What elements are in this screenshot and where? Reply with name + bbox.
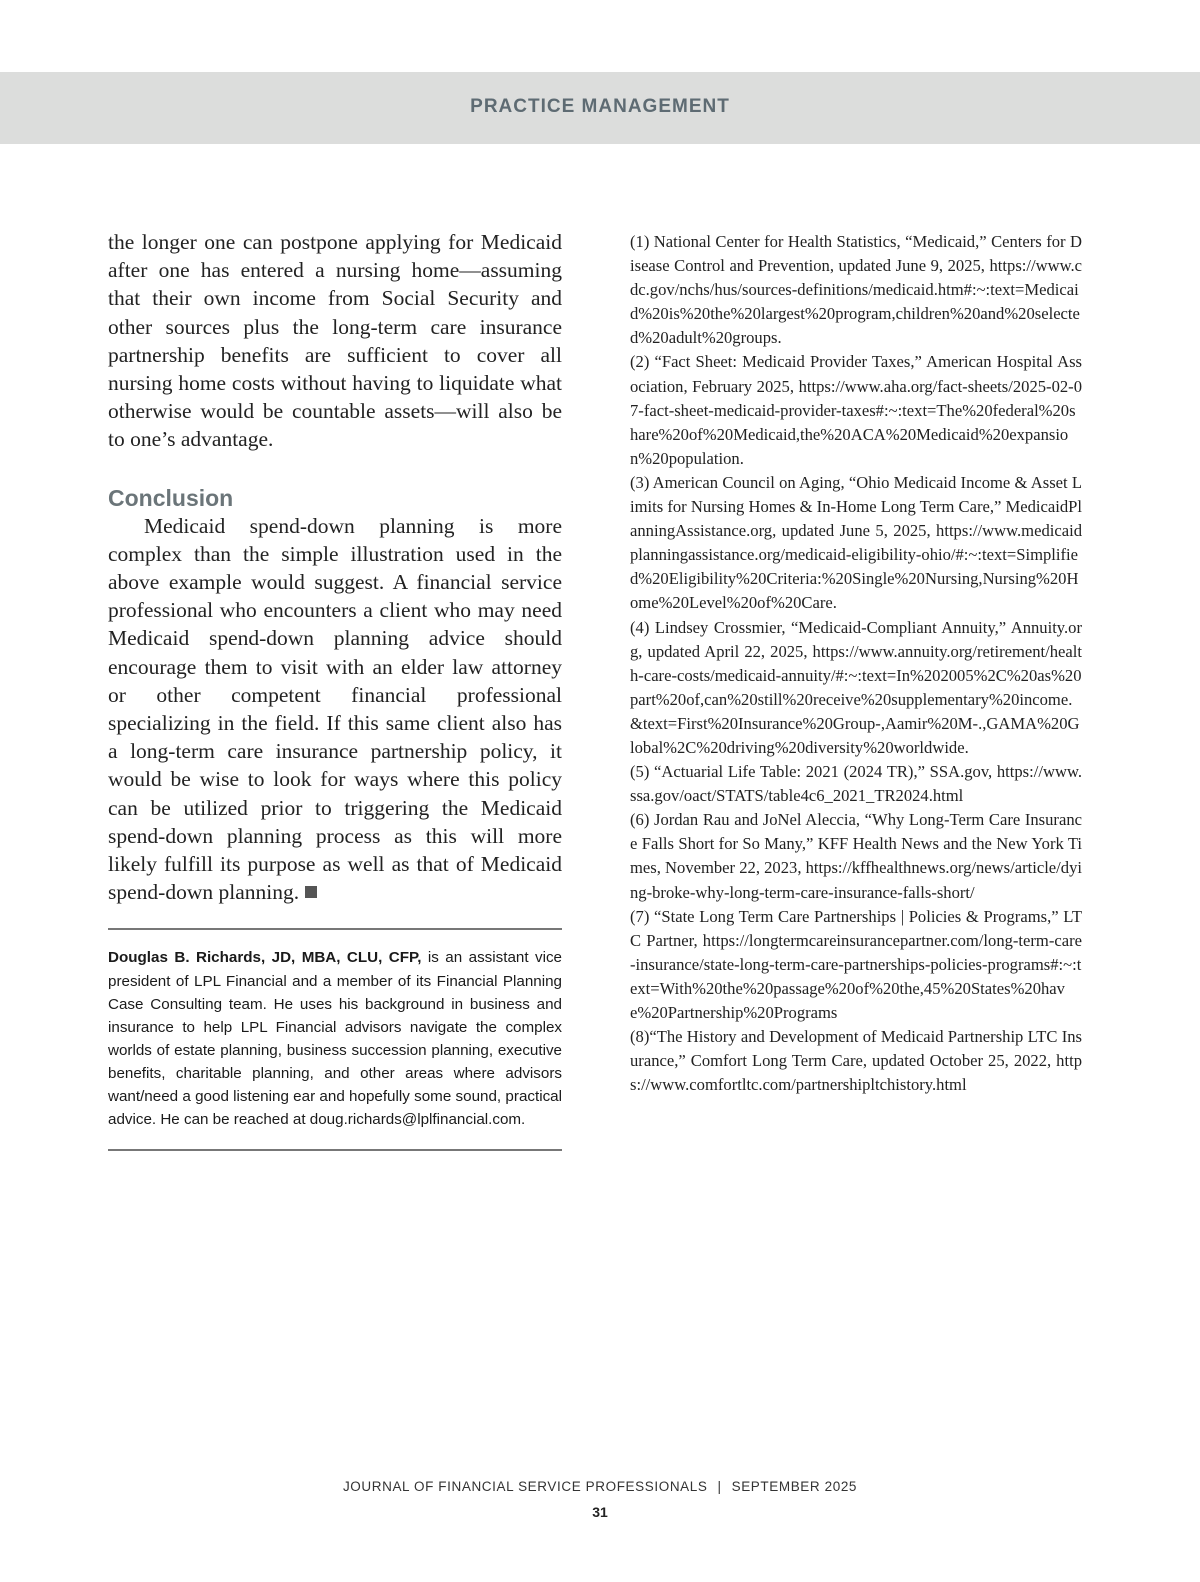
page-number: 31 — [592, 1504, 608, 1520]
reference-item: (1) National Center for Health Statistics, “Medicaid,” Centers for Disease Control and Prevention, updated June 9, 2025, https://www.cdc.gov/nchs/hus/sources-definitions/medicaid.htm#:~:text=Medicaid%20is%20the%20largest%20program,children%20and%20selected%20adult%20groups. — [630, 232, 1082, 348]
conclusion-text: Medicaid spend-down planning is more complex than the simple illustration used in the above example would suggest. A financial service professional who encounters a client who may need Medicaid spend-down planning advice should encourage them to visit with an elder law attorney or other competent financial professional specializing in the field. If this same client also has a long-term care insurance partnership policy, it would be wise to look for ways where this policy can be utilized prior to triggering the Medicaid spend-down planning process as this will more likely fulfill its purpose as well as that of Medicaid spend-down planning. — [108, 513, 562, 905]
reference-item: (6) Jordan Rau and JoNel Aleccia, “Why Long-Term Care Insurance Falls Short for So Many,” KFF Health News and the New York Times, November 22, 2023, https://kffhealthnews.org/news/article/dying-broke-why-long-term-care-insurance-falls-short/ — [630, 810, 1082, 902]
journal-title: JOURNAL OF FINANCIAL SERVICE PROFESSIONALS — [342, 1479, 708, 1494]
references-list — [630, 230, 1082, 1097]
reference-item: (2) “Fact Sheet: Medicaid Provider Taxes,” American Hospital Association, February 2025, https://www.aha.org/fact-sheets/2025-02-07-fact-sheet-medicaid-provider-taxes#:~:text=The%20federal%20share%20of%20Medicaid,the%20ACA%20Medicaid%20expansion%20population. — [630, 352, 1082, 468]
issue-date: SEPTEMBER 2025 — [731, 1479, 858, 1494]
article-column — [108, 228, 562, 1151]
reference-item: (5) “Actuarial Life Table: 2021 (2024 TR),” SSA.gov, https://www.ssa.gov/oact/STATS/table4c6_2021_TR2024.html — [630, 762, 1082, 806]
reference-item: (3) American Council on Aging, “Ohio Medicaid Income & Asset Limits for Nursing Homes & In-Home Long Term Care,” MedicaidPlanningAssistance.org, updated June 5, 2025, https://www.medicaidplanningassistance.org/medicaid-eligibility-ohio/#:~:text=Simplified%20Eligibility%20Criteria:%20Single%20Nursing,Nursing%20Home%20Level%20of%20Care. — [630, 472, 1083, 613]
conclusion-paragraph — [108, 512, 562, 907]
author-bio — [108, 928, 562, 1151]
footer-separator: | — [717, 1479, 722, 1494]
reference-item: (4) Lindsey Crossmier, “Medicaid-Compliant Annuity,” Annuity.org, updated April 22, 2025, https://www.annuity.org/retirement/health-care-costs/medicaid-annuity/#:~:text=In%202005%2C%20as%20part%20of,can%20still%20receive%20supplementary%20income.&text=First%20Insurance%20Group-,Aamir%20M-.,GAMA%20Global%2C%20driving%20diversity%20worldwide. — [630, 617, 1082, 757]
section-label: PRACTICE MANAGEMENT — [470, 96, 730, 117]
reference-item: (7) “State Long Term Care Partnerships | Policies & Programs,” LTC Partner, https://longtermcareinsurancepartner.com/long-term-care-insurance/state-long-term-care-partnerships-policies-programs#:~:text=With%20the%20passage%20of%20the,45%20States%20have%20Partnership%20Programs — [630, 906, 1082, 1022]
conclusion-heading: Conclusion — [108, 484, 234, 511]
author-bio-text: is an assistant vice president of LPL Financial and a member of its Financial Planning Case Consulting team. He uses his background in business and insurance to help LPL Financial advisors navigate the complex worlds of estate planning, business succession planning, executive benefits, charitable planning, and other areas where advisors want/need a good listening ear and hopefully some sound, practical advice. He can be reached at doug.richards@lplfinancial.com. — [108, 949, 563, 1129]
reference-item: (8)“The History and Development of Medicaid Partnership LTC Insurance,” Comfort Long Term Care, updated October 25, 2022, https://www.comfortltc.com/partnershipltchistory.html — [630, 1027, 1082, 1095]
article-paragraph: the longer one can postpone applying for Medicaid after one has entered a nursing home—assuming that their own income from Social Security and other sources plus the long-term care insurance partnership benefits are sufficient to cover all nursing home costs without having to liquidate what otherwise would be countable assets—will also be to one’s advantage. — [108, 230, 562, 452]
footer-journal-line — [0, 1479, 1200, 1494]
end-of-article-square-icon — [305, 886, 317, 898]
author-name: Douglas B. Richards, JD, MBA, CLU, CFP, — [108, 949, 422, 967]
